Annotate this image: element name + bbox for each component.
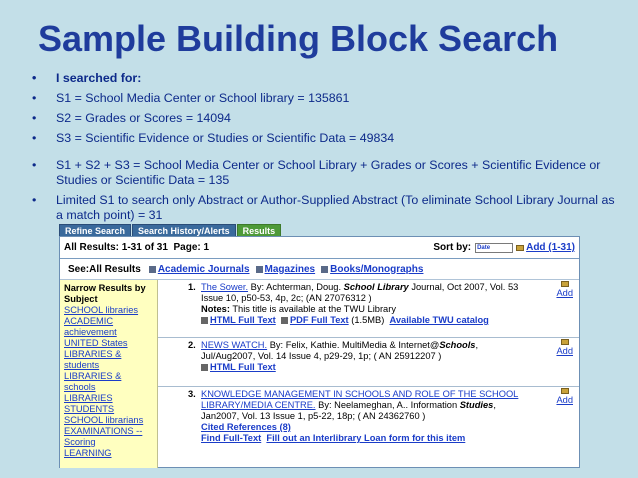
bullet-list xyxy=(32,71,622,228)
result-row: 1. The Sower. By: Achterman, Doug. School Library Journal, Oct 2007, Vol. 53 Issue 10, p50-53, 4p, 2c; (AN 27076312 ) Notes: This title is available at the TWU Library HTML Full Text PDF Full Text (1.5MB) Available TWU catalog Add xyxy=(158,280,579,338)
tab-refine-search[interactable]: Refine Search xyxy=(59,224,131,236)
source-magazines[interactable]: Magazines xyxy=(264,263,316,275)
source-academic-journals[interactable]: Academic Journals xyxy=(157,263,250,275)
result-number: 1. xyxy=(188,282,196,292)
subject-link[interactable]: LEARNING xyxy=(64,448,112,458)
result-title[interactable]: NEWS WATCH. xyxy=(201,340,268,350)
narrow-heading: Narrow Results by Subject xyxy=(64,283,146,304)
source-filter-bar xyxy=(60,259,579,280)
result-title[interactable]: The Sower. xyxy=(201,282,249,292)
subject-link[interactable]: SCHOOL libraries xyxy=(64,305,139,315)
result-row: 3. KNOWLEDGE MANAGEMENT IN SCHOOLS AND ROLE OF THE SCHOOL LIBRARY/MEDIA CENTRE. By: Neelameghan, A.. Information Studies, Jan2007, Vol. 13 Issue 1, p5-22, 18p; ( AN 24362760 ) Cited References (8) Find Full-Text Fill out an Interlibrary Loan form for this item Add xyxy=(188,389,573,443)
add-button[interactable]: Add xyxy=(556,339,573,357)
journal-icon xyxy=(149,266,156,273)
results-count: All Results: 1-31 of 31 xyxy=(64,242,168,253)
result-number: 3. xyxy=(188,389,196,399)
html-full-text-link[interactable]: HTML Full Text xyxy=(210,362,276,372)
tab-results[interactable]: Results xyxy=(237,224,282,236)
page-number: Page: 1 xyxy=(173,242,210,253)
add-button[interactable]: Add xyxy=(556,388,573,406)
source-books[interactable]: Books/Monographs xyxy=(330,263,424,275)
folder-icon xyxy=(561,339,569,345)
slide-title: Sample Building Block Search xyxy=(38,18,559,59)
bullet-item: • S2 = Grades or Scores = 14094 xyxy=(32,111,622,126)
pdf-icon xyxy=(281,317,288,324)
catalog-link[interactable]: Available TWU catalog xyxy=(389,315,489,325)
result-row: 2. NEWS WATCH. By: Felix, Kathie. MultiMedia & Internet@Schools, Jul/Aug2007, Vol. 14 Issue 4, p29-29, 1p; ( AN 25912207 ) HTML Full Text Add xyxy=(158,338,579,387)
pdf-full-text-link[interactable]: PDF Full Text xyxy=(289,315,349,325)
html-icon xyxy=(201,317,208,324)
see-label: See:All Results xyxy=(68,263,141,275)
subject-link[interactable]: SCHOOL librarians xyxy=(64,415,144,425)
results-frame xyxy=(59,236,580,468)
cited-references-link[interactable]: Cited References (8) xyxy=(201,422,291,432)
folder-icon xyxy=(561,281,569,287)
sort-select[interactable]: Date xyxy=(475,243,513,253)
result-title[interactable]: KNOWLEDGE MANAGEMENT IN SCHOOLS AND ROLE OF THE SCHOOL LIBRARY/MEDIA CENTRE. xyxy=(201,389,519,410)
bullet-item: • Limited S1 to search only Abstract or Author-Supplied Abstract (To eliminate School Library Journal as a match point) = 31 xyxy=(32,193,622,223)
subject-link[interactable]: EXAMINATIONS -- Scoring xyxy=(64,426,143,447)
subject-link[interactable]: LIBRARIES xyxy=(64,393,113,403)
find-full-text-link[interactable]: Find Full-Text xyxy=(201,433,262,443)
interlibrary-loan-link[interactable]: Fill out an Interlibrary Loan form for this item xyxy=(266,433,466,443)
subject-link[interactable]: ACADEMIC achievement xyxy=(64,316,117,337)
bullet-item: • I searched for: xyxy=(32,71,622,86)
html-full-text-link[interactable]: HTML Full Text xyxy=(210,315,276,325)
results-header xyxy=(60,237,579,259)
add-range-link[interactable]: Add (1-31) xyxy=(526,242,575,253)
magazine-icon xyxy=(256,266,263,273)
add-button[interactable]: Add xyxy=(556,281,573,299)
result-number: 2. xyxy=(188,340,196,350)
bullet-item: • S1 = School Media Center or School library = 135861 xyxy=(32,91,622,106)
search-results-screenshot xyxy=(59,223,580,468)
sort-label: Sort by: xyxy=(433,242,472,253)
subject-link[interactable]: LIBRARIES & students xyxy=(64,349,122,370)
folder-icon xyxy=(561,388,569,394)
subject-link[interactable]: STUDENTS xyxy=(64,404,115,414)
subject-link[interactable]: LIBRARIES & schools xyxy=(64,371,122,392)
narrow-results-panel xyxy=(60,280,158,468)
notes-label: Notes: xyxy=(201,304,230,314)
folder-icon xyxy=(516,245,524,251)
html-icon xyxy=(201,364,208,371)
subject-link[interactable]: UNITED States xyxy=(64,338,128,348)
results-list xyxy=(158,280,579,468)
tab-bar xyxy=(59,223,580,236)
bullet-item: • S3 = Scientific Evidence or Studies or Scientific Data = 49834 xyxy=(32,131,622,146)
book-icon xyxy=(321,266,328,273)
tab-search-history[interactable]: Search History/Alerts xyxy=(132,224,236,236)
bullet-item: • S1 + S2 + S3 = School Media Center or School Library + Grades or Scores + Scientific Evidence or Studies or Scientific Data = 135 xyxy=(32,158,622,188)
